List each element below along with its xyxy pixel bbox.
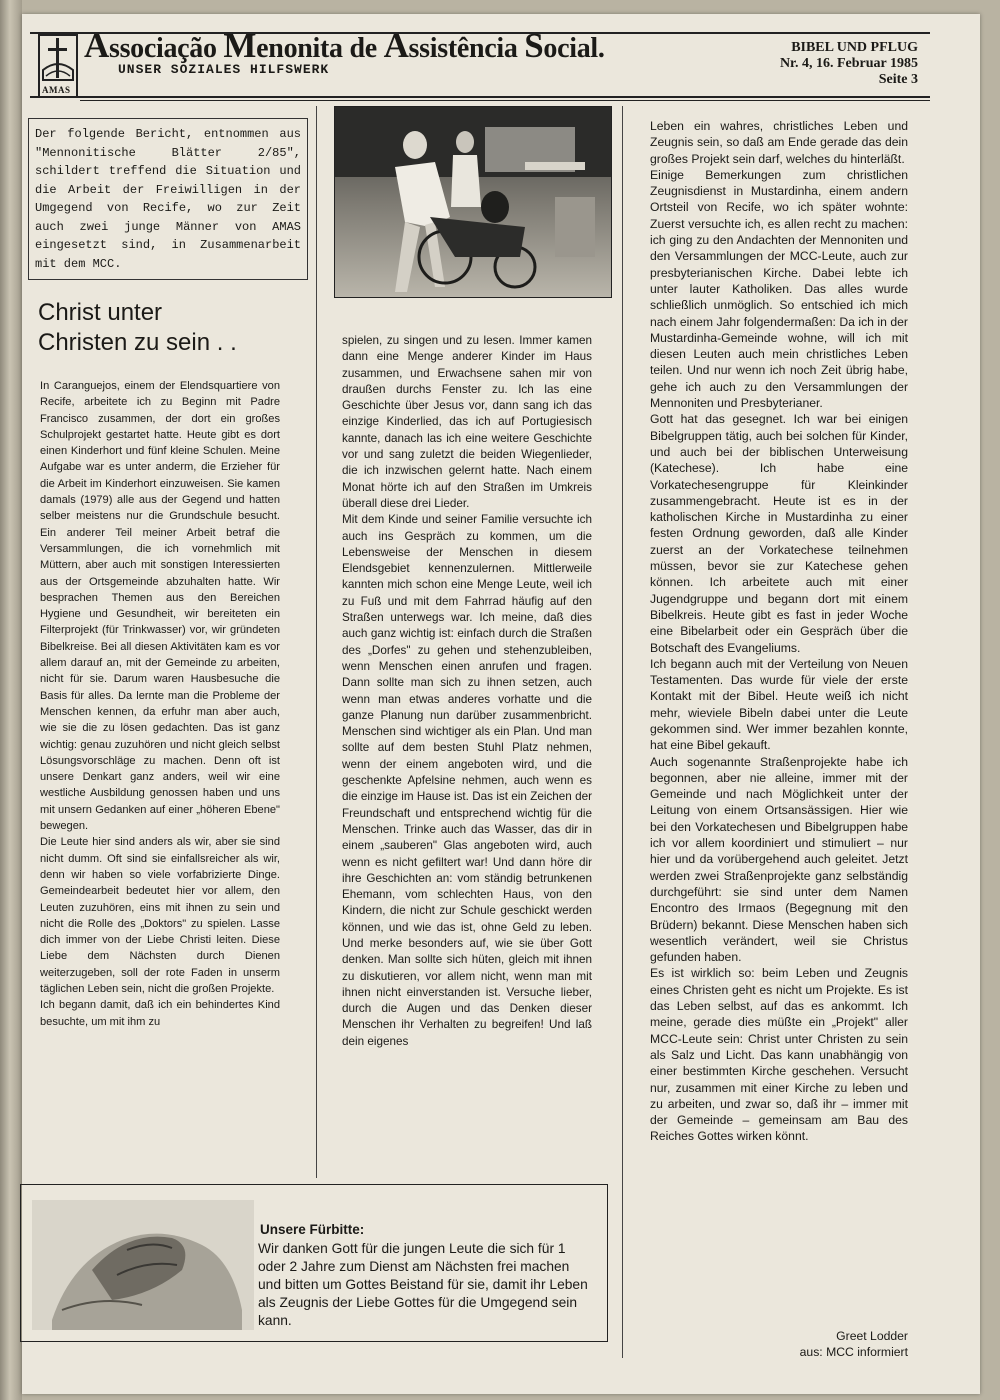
photo-wheelchair — [334, 106, 612, 298]
col3-paragraph: Es ist wirklich so: beim Leben und Zeugnis eines Christen geht es nicht um Projekte. Es ist das Leben selbst, auf das es ankommt. Ich meine, gerade dies müßte ein „Projekt" aller MCC-Leute sein: Christ unter Christen zu sein als Salz und Licht. Das kann unabhängig von einer bestimmten Kirche geschehen. Versucht nur, zusammen mit einer Kirche zu leben und zu arbeiten, und zwar so, daß ihr – immer mit der Gemeinde – gemeinsam am Bau des Reiches Gottes wirken könnt. — [650, 966, 908, 1144]
col3-paragraph: Gott hat das gesegnet. Ich war bei einigen Bibelgruppen tätig, auch bei solchen für Kinder, und auch bei der biblischen Unterweisung (Katechese). Ich habe eine Vorkatechesengruppe für Kleinkinder zusammengebracht. Heute ist es in der katholischen Kirche in Mustardinha zu einer festen Ordnung geworden, daß alle Kinder zuerst an der Vorkatechese teilnehmen müssen, bevor sie zur Katechese gehen können. Ich arbeitete auch mit einer Jugendgruppe und begann dort mit einem Bibelkreis. Heute gibt es fast in jeder Woche eine Bibelarbeit oder ein Gespräch über die Botschaft des Evangeliums. — [650, 412, 908, 655]
article-source: aus: MCC informiert — [799, 1345, 908, 1359]
col1-paragraph: In Caranguejos, einem der Elendsquartiere von Recife, arbeitete ich zu Beginn mit Padre Francisco zusammen, der dort ein großes Schulprojekt gestartet hatte. Heute gibt es dort einen Kinderhort und fünf kleine Schulen. Meine Aufgabe war es unter anderm, die Erzieher für die Arbeit im Kinderhort einzuweisen. Sie kamen damals (1979) alle aus der Gegend und hatten selber meistens nur die Grundschule besucht. Ein anderer Teil meiner Arbeit betraf die Versammlungen, die ich vornehmlich mit Müttern, aber auch mit sonstigen Interessierten aus der Ortsgemeinde abzuhalten hatte. Wir besprachen Themen aus den Bereichen Hygiene und Gesundheit, wir bereiteten ein Filterprojekt (für Trinkwasser) vor, wir gründeten Bibelkreise. Bei all diesen Aktivitäten kam es vor allem darauf an, mit der Gemeinde zu arbeiten, nicht für sie. Darum waren Hausbesuche die Basis für alles. Da lernte man die Probleme der Menschen kennen, da erfuhr man aber auch, wie sie die zu lösen gedachten. Das ist ganz wichtig: genau zuzuhören und nicht gleich selbst Lösungsvorschläge zu machen. Denn oft ist unsere Denkart ganz anders, weil wir eine westliche Ausbildung genossen haben und uns mit unsern Gedanken auf einer „höheren Ebene" bewegen. — [40, 380, 280, 833]
col3-paragraph: Ich begann auch mit der Verteilung von Neuen Testamenten. Das wurde für viele der erste Kontakt mit der Bibel. Heute weiß ich nicht mehr, wieviele Bibeln dabei unter die Leute gekommen sind. Wer immer bezahlen konnte, hat eine Bibel gekauft. — [650, 656, 908, 753]
issue-date: Nr. 4, 16. Februar 1985 — [779, 56, 918, 71]
publication-info — [780, 40, 918, 88]
column-divider-2 — [622, 106, 623, 1358]
page-number: Seite 3 — [878, 72, 918, 87]
col1-paragraph: Die Leute hier sind anders als wir, aber sie sind nicht dumm. Oft sind sie einfallsreicher als wir, denn wir haben so viele vorfabrizierte Dinge. Gemeindearbeit bedeutet hier vor allem, den Leuten zuzuhören, eins mit ihnen zu sein und nicht die Rolle des „Doktors" zu spielen. Lasse dich immer von der Liebe Christi leiten. Diese Liebe dem Nächsten durch Dienen weiterzugeben, soll der rote Faden in unserm täglichen Leben sein, nicht die großen Projekte. — [40, 836, 280, 995]
author-name: Greet Lodder — [836, 1329, 908, 1343]
intro-box: Der folgende Bericht, entnommen aus "Mennonitische Blätter 2/85", schildert treffend die Situation und die Arbeit der Freiwilligen in der Umgegend von Recife, wo zur Zeit auch zwei junge Männer von AMAS eingesetzt sind, in Zusammenarbeit mit dem MCC. — [28, 118, 308, 280]
header-bottom-rule — [30, 96, 930, 98]
amas-logo — [38, 34, 78, 98]
praying-hands-icon — [32, 1200, 254, 1330]
col2-paragraph: spielen, zu singen und zu lesen. Immer kamen dann eine Menge anderer Kinder im Haus zusammen, und Erwachsene sahen mir von draußen durchs Fenster zu. Ich las eine Geschichte über Jesus vor, dann sang ich das einzige Kinderlied, das ich auf Portugiesisch kannte, danach las ich eine weitere Geschichte vor und sang zuletzt die beiden Wiegenlieder, die ich inzwischen gelernt hatte. Nach einem Monat hörte ich auf den Straßen im Umkreis überall diese drei Lieder. — [342, 334, 592, 510]
col3-paragraph: Leben ein wahres, christliches Leben und Zeugnis sein, so daß am Ende gerade das dein großes Projekt sein darf, welches du hinterläßt. — [650, 119, 908, 166]
headline-line-1: Christ unter — [38, 299, 163, 326]
col2-paragraph: Mit dem Kinde und seiner Familie versuchte ich auch ins Gespräch zu kommen, um die Lebensweise der Menschen in diesem Elendsgebiet kennenzulernen. Mittlerweile kannten mich schon eine Menge Leute, weil ich zu Fuß und mit dem Fahrrad häufig auf den Straßen unterwegs war. Ich meine, daß dies auch ganz wichtig ist: einfach durch die Straßen des „Dorfes" zu gehen und stehenzubleiben, wenn Menschen einen anrufen und fragen. Dann sollte man sich zu ihnen setzen, auch wenn man etwas anderes vorhatte und die ganze Planung nun darüber zusammenbricht. Menschen sind wichtiger als ein Plan. Und man sollte auf dem besten Stuhl Platz nehmen, wenn der einem angeboten wird, und die geschenkte Apfelsine nehmen, auch wenn es die einzige im Hause ist. Das ist ein Zeichen der Freundschaft und entsprechend wichtig für die Menschen. Trinke auch das Wasser, das dir in einem „sauberen" Glas angeboten wird, auch wenn es nicht gefiltert war! Und dann höre dir ihre Geschichten an: vom ständig betrunkenen Ehemann, vom schlechten Haus, von den Kindern, die nicht zur Schule geschickt werden können, und wie das ist, ohne Geld zu leben. Und merke besonders auf, wie sie über Gott denken. Man sollte sich hüten, gleich mit ihnen zu diskutieren, vor allem nicht, wenn man mit ihnen nicht einverstanden ist. Versuche lieber, durch die Augen und das Denken dieser Menschen ihr Verhalten zu begreifen! Und laß dein eigenes — [342, 513, 592, 1048]
logo-text: AMAS — [42, 85, 71, 95]
prayer-title: Unsere Fürbitte: — [260, 1222, 365, 1237]
organization-subtitle: UNSER SOZIALES HILFSWERK — [118, 62, 330, 77]
col3-paragraph: Auch sogenannte Straßenprojekte habe ich begonnen, aber nie alleine, immer mit der Gemeinde und nach Möglichkeit unter der Leitung von einem Ortsansässigen. Hier wie bei den Vorkatechesen und Bibelgruppen habe ich vor allem koordiniert und stimuliert – nur hier und da vorübergehend auch geleitet. Jetzt werden zwei Straßenprojekte ganz selbständig durchgeführt: sie sind unter dem Namen Encontro des Irmaos (Begegnung mit den Brüdern) bekannt. Diese Menschen haben sich wesentlich verändert, weil sie Christus gefunden haben. — [650, 754, 908, 965]
article-column-1 — [40, 378, 280, 1180]
article-signature — [800, 1328, 908, 1360]
organization-name: Associação Menonita de Assistência Social. — [84, 26, 605, 65]
col3-paragraph: Einige Bemerkungen zum christlichen Zeugnisdienst in Mustardinha, einem andern Ortsteil von Recife, wo ich später wohnte: Zuerst versuchte ich, es allen recht zu machen: ich ging zu den Andachten der Mennoniten und den Versammlungen der MCC-Leute, auch zur presbyterianischen Kirche. Dabei lebte ich unter lauter Katholiken. Das alles wurde schließlich unmöglich. So entschied ich mich nach einem Jahr folgendermaßen: Da ich in der Mustardinha-Gemeinde wohne, will ich mit diesen Leuten auch mein christliches Leben teilen. Und nur wenn ich noch Zeit übrig habe, gehe ich auch zu den Versammlungen der Mennoniten und Presbyterianer. — [650, 167, 908, 411]
column-divider-1 — [316, 106, 317, 1178]
headline-line-2: Christen zu sein . . — [38, 329, 237, 356]
photo-praying-hands — [32, 1200, 254, 1330]
article-headline — [38, 298, 308, 358]
publication-name: BIBEL UND PFLUG — [791, 40, 918, 55]
book-binding — [0, 0, 22, 1400]
article-column-3 — [650, 118, 908, 1366]
header-bottom-rule-thin — [80, 100, 930, 101]
article-column-2 — [342, 333, 592, 1188]
prayer-text: Wir danken Gott für die jungen Leute die sich für 1 oder 2 Jahre zum Dienst am Nächsten frei machen und bitten um Gottes Beistand für sie, damit ihr Leben als Zeugnis der Liebe Gottes für die Umgegend sein kann. — [258, 1241, 588, 1328]
col1-paragraph: Ich begann damit, daß ich ein behindertes Kind besuchte, um mit ihm zu — [40, 999, 280, 1028]
photo-wheelchair-image-icon — [335, 107, 611, 297]
